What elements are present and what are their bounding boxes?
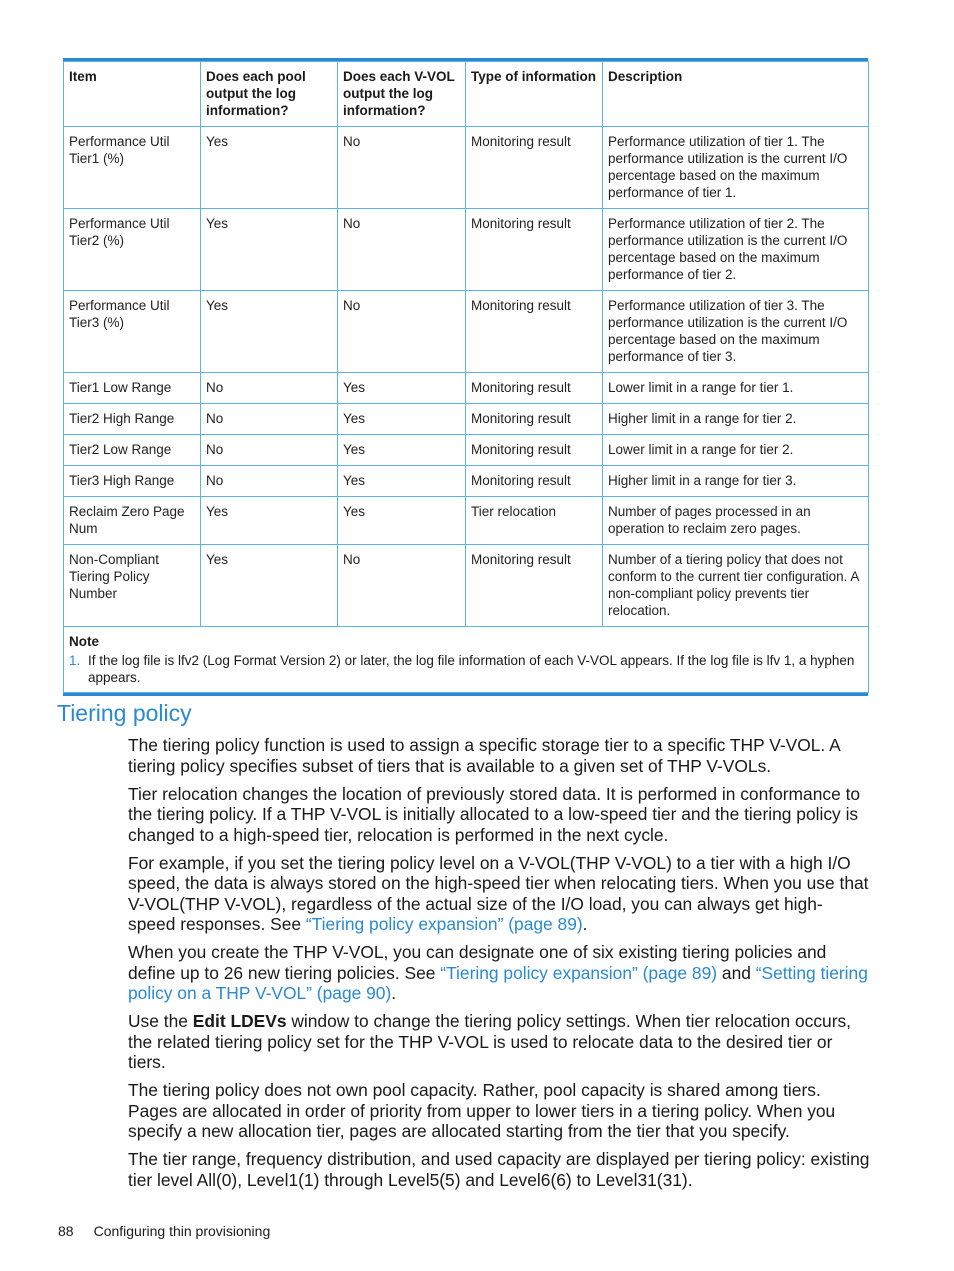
paragraph — [128, 1011, 870, 1073]
table-row — [64, 435, 869, 466]
cell-description: Performance utilization of tier 3. The performance utilization is the current I/O percentage based on the maximum performance of tier 3. — [603, 291, 869, 373]
page-footer — [58, 1223, 270, 1239]
cell-description: Lower limit in a range for tier 2. — [603, 435, 869, 466]
header-type: Type of information — [466, 62, 603, 127]
cell-item: Non-Compliant Tiering Policy Number — [64, 545, 201, 627]
cell-vvol-output: No — [338, 209, 466, 291]
cell-type: Tier relocation — [466, 497, 603, 545]
cell-vvol-output: Yes — [338, 404, 466, 435]
cell-type: Monitoring result — [466, 466, 603, 497]
cell-item: Tier2 Low Range — [64, 435, 201, 466]
log-information-table-wrapper — [63, 58, 868, 696]
cell-pool-output: Yes — [201, 497, 338, 545]
paragraph-text: . — [582, 914, 588, 934]
cell-vvol-output: Yes — [338, 466, 466, 497]
log-information-table — [63, 61, 869, 693]
paragraph-text: . — [391, 983, 397, 1003]
cell-vvol-output: No — [338, 291, 466, 373]
cell-item: Tier3 High Range — [64, 466, 201, 497]
cell-pool-output: Yes — [201, 127, 338, 209]
paragraph — [128, 853, 870, 935]
chapter-title: Configuring thin provisioning — [93, 1223, 271, 1239]
cell-vvol-output: No — [338, 545, 466, 627]
paragraph: The tier range, frequency distribution, and used capacity are displayed per tiering policy: existing tier level All(0), Level1(1) through Level5(5) and Level6(6) to Level31(31). — [128, 1149, 870, 1190]
header-description: Description — [603, 62, 869, 127]
table-row — [64, 209, 869, 291]
cell-vvol-output: Yes — [338, 373, 466, 404]
table-row — [64, 497, 869, 545]
cell-pool-output: Yes — [201, 209, 338, 291]
note-title: Note — [69, 634, 99, 649]
cell-item: Performance Util Tier3 (%) — [64, 291, 201, 373]
paragraph-text: and — [717, 962, 756, 983]
table-note-row — [64, 627, 869, 693]
paragraph-text: Use the — [128, 1011, 193, 1031]
cell-type: Monitoring result — [466, 545, 603, 627]
cell-vvol-output: Yes — [338, 435, 466, 466]
table-row — [64, 373, 869, 404]
xref-tiering-policy-expansion-link[interactable]: “Tiering policy expansion” (page 89) — [305, 914, 583, 934]
paragraph-text: window to change the tiering policy settings. When tier relocation occurs, the related tiering policy set for the THP V-VOL is used to relocate data to the desired tier or tiers. — [128, 1011, 852, 1072]
cell-description: Lower limit in a range for tier 1. — [603, 373, 869, 404]
cell-item: Reclaim Zero Page Num — [64, 497, 201, 545]
cell-vvol-output: Yes — [338, 497, 466, 545]
paragraph: The tiering policy does not own pool capacity. Rather, pool capacity is shared among tiers. Pages are allocated in order of priority from upper to lower tiers in a tiering policy. When you specify a new allocation tier, pages are allocated starting from the tier that you specify. — [128, 1080, 836, 1141]
cell-type: Monitoring result — [466, 127, 603, 209]
cell-pool-output: Yes — [201, 545, 338, 627]
cell-item: Tier1 Low Range — [64, 373, 201, 404]
table-header-row — [64, 62, 869, 127]
cell-type: Monitoring result — [466, 373, 603, 404]
paragraph — [128, 942, 870, 1004]
table-row — [64, 466, 869, 497]
section-body — [128, 735, 870, 1198]
note-text: If the log file is lfv2 (Log Format Version 2) or later, the log file information of each V-VOL appears. If the log file is lfv 1, a hyphen appears. — [88, 653, 855, 685]
xref-tiering-policy-expansion-link[interactable]: “Tiering policy expansion” (page 89) — [440, 962, 718, 983]
cell-vvol-output: No — [338, 127, 466, 209]
cell-description: Performance utilization of tier 2. The performance utilization is the current I/O percentage based on the maximum performance of tier 2. — [603, 209, 869, 291]
section-heading: Tiering policy — [57, 700, 192, 726]
header-item: Item — [64, 62, 201, 127]
table-row — [64, 545, 869, 627]
cell-type: Monitoring result — [466, 404, 603, 435]
cell-item: Tier2 High Range — [64, 404, 201, 435]
cell-item: Performance Util Tier2 (%) — [64, 209, 201, 291]
paragraph: Tier relocation changes the location of previously stored data. It is performed in conformance to the tiering policy. If a THP V-VOL is initially allocated to a low-speed tier and the tiering policy is changed to a high-speed tier, relocation is performed in the next cycle. — [128, 783, 861, 845]
cell-description: Number of pages processed in an operation to reclaim zero pages. — [603, 497, 869, 545]
cell-type: Monitoring result — [466, 435, 603, 466]
table-row — [64, 291, 869, 373]
ui-term-edit-ldevs: Edit LDEVs — [192, 1011, 287, 1031]
header-pool-output: Does each pool output the log information? — [201, 62, 338, 127]
cell-pool-output: No — [201, 404, 338, 435]
cell-description: Higher limit in a range for tier 3. — [603, 466, 869, 497]
paragraph-text: When you create the THP V-VOL, you can designate one of six existing tiering policies and define up to 26 new tiering policies. See — [128, 942, 827, 983]
note-cell — [64, 627, 869, 693]
note-item — [69, 652, 863, 686]
cell-pool-output: No — [201, 435, 338, 466]
xref-setting-tiering-policy-link[interactable]: “Setting tiering policy on a THP V-VOL” (page 90) — [128, 962, 868, 1003]
cell-type: Monitoring result — [466, 291, 603, 373]
cell-description: Performance utilization of tier 1. The performance utilization is the current I/O percentage based on the maximum performance of tier 1. — [603, 127, 869, 209]
header-vvol-output: Does each V-VOL output the log information? — [338, 62, 466, 127]
table-row — [64, 404, 869, 435]
cell-pool-output: No — [201, 466, 338, 497]
table-row — [64, 127, 869, 209]
cell-pool-output: No — [201, 373, 338, 404]
cell-item: Performance Util Tier1 (%) — [64, 127, 201, 209]
cell-type: Monitoring result — [466, 209, 603, 291]
cell-description: Higher limit in a range for tier 2. — [603, 404, 869, 435]
paragraph: The tiering policy function is used to assign a specific storage tier to a specific THP V-VOL. A tiering policy specifies subset of tiers that is available to a given set of THP V-VOLs. — [128, 735, 840, 776]
page-number: 88 — [58, 1223, 74, 1239]
cell-description: Number of a tiering policy that does not conform to the current tier configuration. A non-compliant policy prevents tier relocation. — [603, 545, 869, 627]
paragraph-text: For example, if you set the tiering policy level on a V-VOL(THP V-VOL) to a tier with a high I/O speed, the data is always stored on the high-speed tier when relocating tiers. When you use that V-VOL(THP V-VOL), regardless of the actual size of the I/O load, you can always get high-speed responses. See — [128, 852, 869, 934]
note-number: 1. — [69, 653, 81, 668]
cell-pool-output: Yes — [201, 291, 338, 373]
